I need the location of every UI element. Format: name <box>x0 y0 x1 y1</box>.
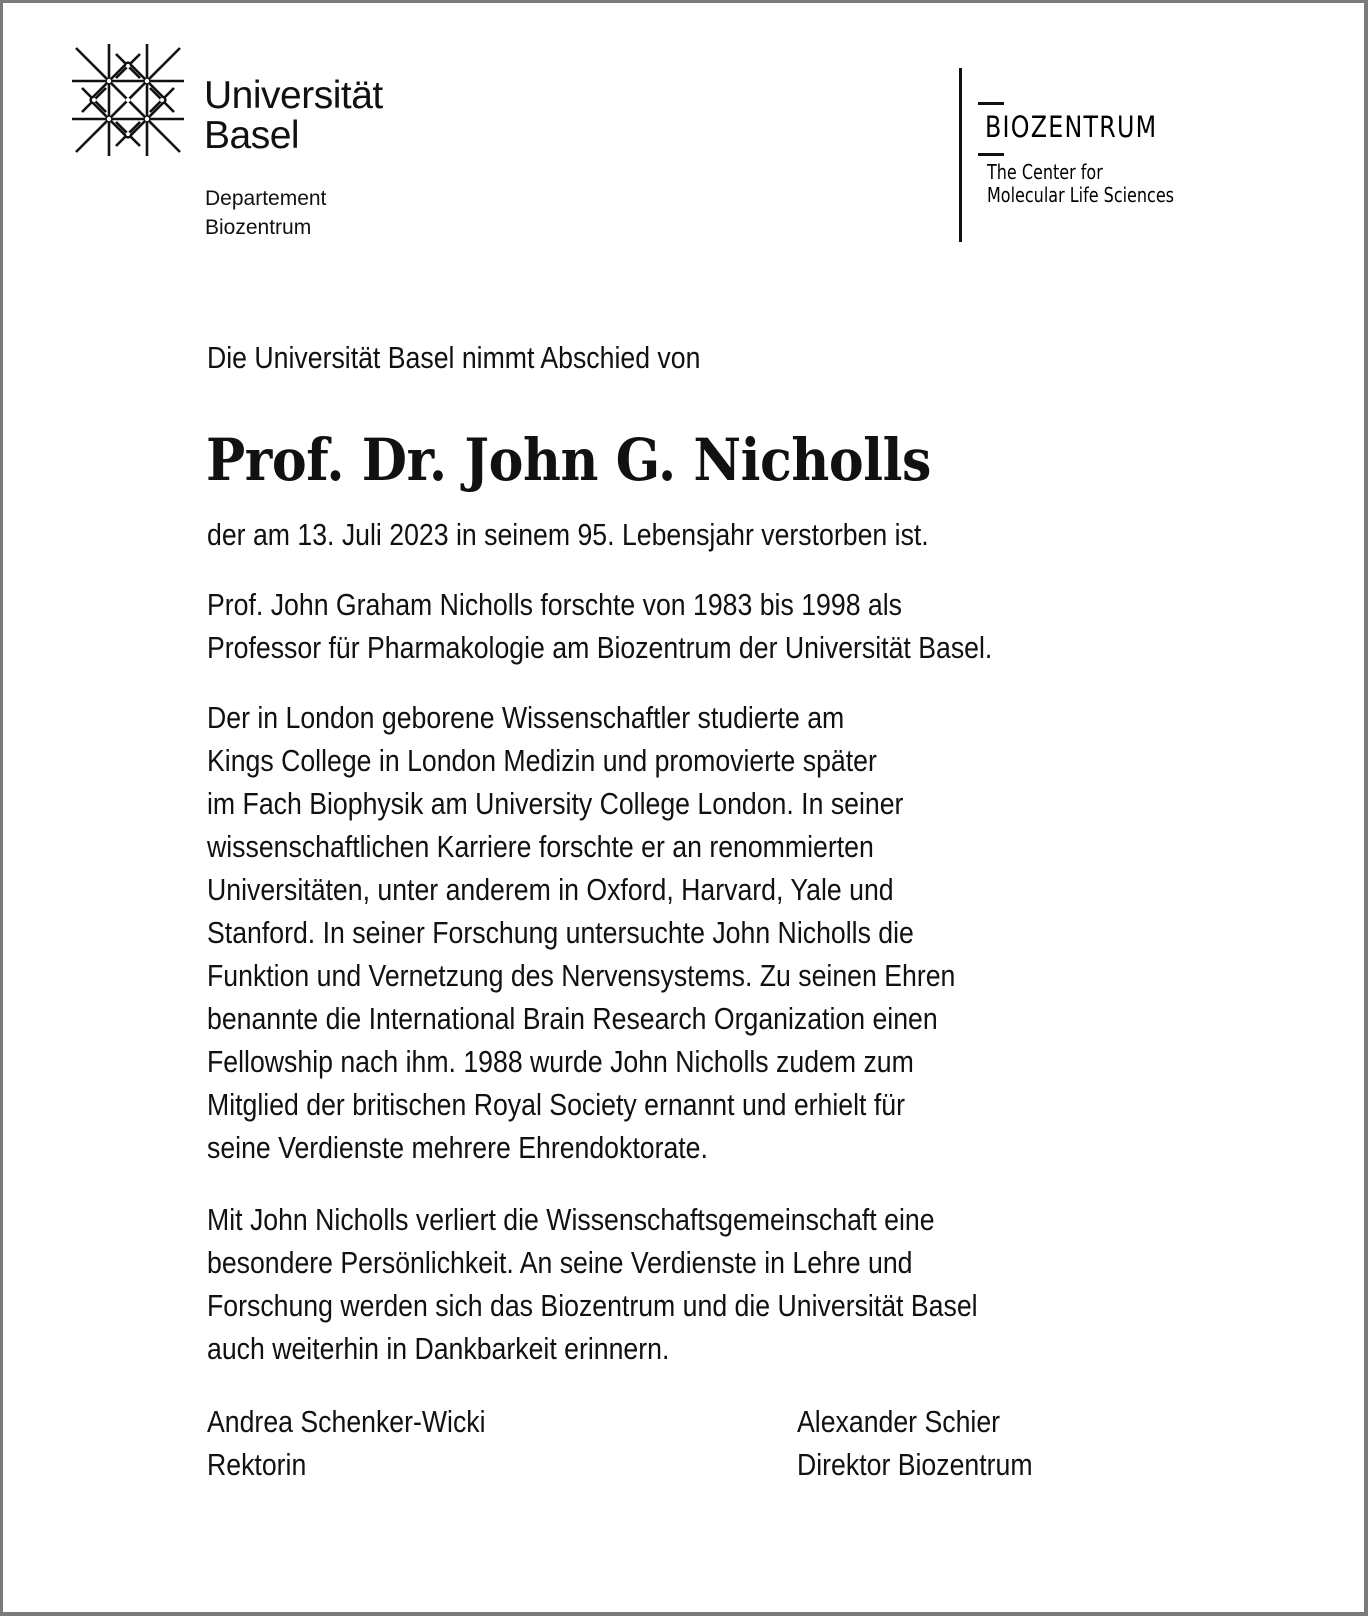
paragraph-3-line: Mit John Nicholls verliert die Wissenschaftsgemeinschaft eine <box>207 1202 935 1237</box>
signature-1-role: Rektorin <box>207 1447 307 1482</box>
deceased-name: Prof. Dr. John G. Nicholls <box>206 426 931 494</box>
biozentrum-subtitle-line1: The Center for <box>987 160 1103 184</box>
paragraph-2-line: seine Verdienste mehrere Ehrendoktorate. <box>207 1130 708 1165</box>
biozentrum-bar-top <box>978 102 1004 105</box>
paragraph-3-line: auch weiterhin in Dankbarkeit erinnern. <box>207 1331 670 1366</box>
signature-1-name: Andrea Schenker-Wicki <box>207 1404 486 1439</box>
paragraph-2-line: im Fach Biophysik am University College London. In seiner <box>207 786 904 821</box>
paragraph-3-line: Forschung werden sich das Biozentrum und die Universität Basel <box>207 1288 978 1323</box>
intro-line: Die Universität Basel nimmt Abschied von <box>207 340 701 375</box>
biozentrum-name: BIOZENTRUM <box>985 110 1158 144</box>
paragraph-3-line: besondere Persönlichkeit. An seine Verdienste in Lehre und <box>207 1245 913 1280</box>
death-date-line: der am 13. Juli 2023 in seinem 95. Lebensjahr verstorben ist. <box>207 517 929 552</box>
paragraph-1-line: Professor für Pharmakologie am Biozentrum der Universität Basel. <box>207 630 993 665</box>
paragraph-2-line: Universitäten, unter anderem in Oxford, Harvard, Yale und <box>207 872 894 907</box>
department-line2: Biozentrum <box>205 216 312 239</box>
uni-wordmark-line1: Universität <box>204 74 383 117</box>
university-basel-star-grid-icon <box>72 44 184 156</box>
biozentrum-subtitle-line2: Molecular Life Sciences <box>987 183 1175 207</box>
paragraph-1-line: Prof. John Graham Nicholls forschte von 1983 bis 1998 als <box>207 587 903 622</box>
biozentrum-bar-bottom <box>978 153 1004 156</box>
paragraph-2-line: Der in London geborene Wissenschaftler studierte am <box>207 700 845 735</box>
signature-2-name: Alexander Schier <box>797 1404 1001 1439</box>
uni-wordmark-line2: Basel <box>204 114 300 157</box>
signature-2-role: Direktor Biozentrum <box>797 1447 1033 1482</box>
paragraph-2-line: Kings College in London Medizin und promovierte später <box>207 743 877 778</box>
paragraph-2-line: Funktion und Vernetzung des Nervensystems. Zu seinen Ehren <box>207 958 956 993</box>
department-line1: Departement <box>205 187 327 210</box>
paragraph-2-line: Fellowship nach ihm. 1988 wurde John Nicholls zudem zum <box>207 1044 914 1079</box>
paragraph-2-line: Mitglied der britischen Royal Society ernannt und erhielt für <box>207 1087 905 1122</box>
paragraph-2-line: wissenschaftlichen Karriere forschte er an renommierten <box>207 829 874 864</box>
logo-divider <box>959 68 962 242</box>
paragraph-2-line: benannte die International Brain Research Organization einen <box>207 1001 938 1036</box>
paragraph-2-line: Stanford. In seiner Forschung untersuchte John Nicholls die <box>207 915 914 950</box>
